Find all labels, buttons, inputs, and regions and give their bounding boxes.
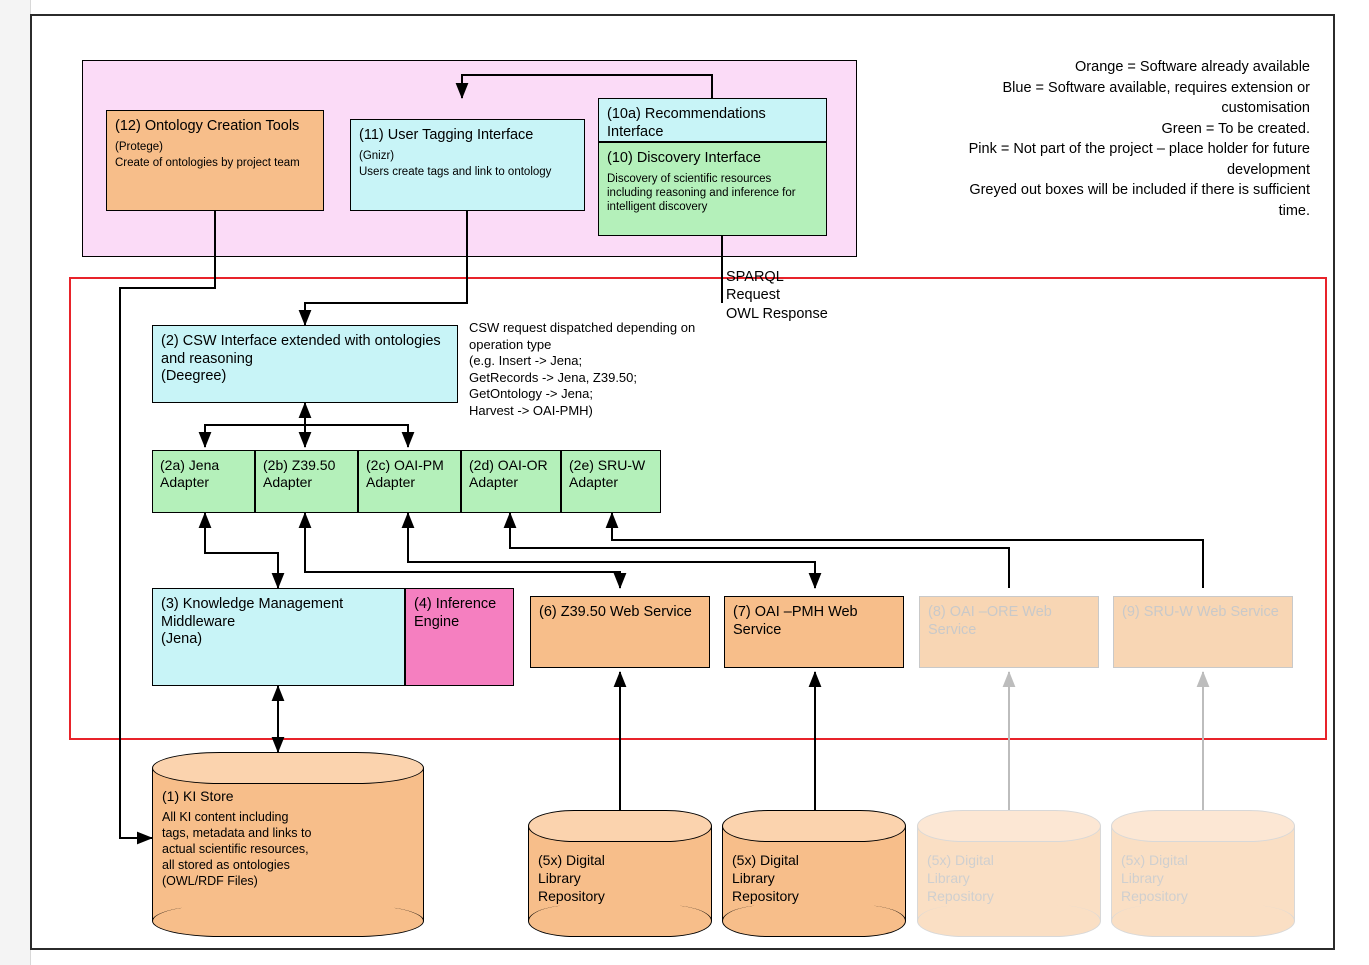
user-tagging-sub2: Users create tags and link to ontology [359,166,552,179]
dispatch-line-1: CSW request dispatched depending on [469,320,696,335]
middleware-sub: (Jena) [161,631,203,648]
ontology-tools-title: (12) Ontology Creation Tools [115,118,300,134]
csw-title: (2) CSW Interface extended with ontologies and reasoning [161,333,441,367]
repo1-bottom [528,905,712,937]
store-digital-library-repository-4[interactable] [1111,810,1295,937]
oai-ore-web-service-title: (8) OAI –ORE Web Service [928,604,1052,638]
box-z3950-web-service[interactable] [530,596,710,668]
dispatch-line-5: GetOntology -> Jena; [469,386,593,401]
z3950-web-service-title: (6) Z39.50 Web Service [539,604,692,620]
legend-line-orange: Orange = Software already available [1075,59,1310,75]
adapter-sru-w-label: (2e) SRU-W Adapter [569,457,646,490]
repo1-label: (5x) Digital Library Repository [538,852,605,904]
ki-store-bottom [152,905,424,937]
box-adapter-jena[interactable] [152,450,255,513]
legend-line-blue: Blue = Software available, requires extension or customisation [1002,79,1310,117]
repo4-bottom [1111,905,1295,937]
store-digital-library-repository-1[interactable] [528,810,712,937]
legend-line-pink: Pink = Not part of the project – place holder for future development [968,141,1310,178]
repo3-bottom [917,905,1101,937]
repo3-label: (5x) Digital Library Repository [927,852,994,904]
ki-store-label [162,788,416,889]
dispatch-line-2: operation type [469,336,552,352]
repo4-top [1111,810,1295,842]
box-knowledge-management-middleware[interactable] [152,588,405,686]
box-adapter-z3950[interactable] [255,450,358,513]
box-user-tagging-interface[interactable] [350,119,585,211]
adapter-jena-label: (2a) Jena Adapter [160,457,220,490]
box-oai-pmh-web-service[interactable] [724,596,904,668]
box-csw-interface[interactable] [152,325,458,403]
box-adapter-sru-w[interactable] [561,450,661,513]
store-digital-library-repository-3[interactable] [917,810,1101,937]
middleware-title: (3) Knowledge Management Middleware [161,596,344,630]
adapter-z3950-label: (2b) Z39.50 Adapter [263,457,336,490]
csw-sub: (Deegree) [161,368,227,385]
repo2-label: (5x) Digital Library Repository [732,852,799,904]
dispatch-line-4: GetRecords -> Jena, Z39.50; [469,369,638,385]
box-recommendations-interface[interactable] [598,98,827,142]
ki-store-title: (1) KI Store [162,788,234,804]
adapter-oai-pm-label: (2c) OAI-PM Adapter [366,457,444,490]
repo1-top [528,810,712,842]
store-digital-library-repository-2[interactable] [722,810,906,937]
sparql-note-line3: OWL Response [726,305,828,322]
box-adapter-oai-or[interactable] [461,450,561,513]
oai-pmh-web-service-title: (7) OAI –PMH Web Service [733,604,858,638]
repo2-top [722,810,906,842]
repo3-top [917,810,1101,842]
discovery-title: (10) Discovery Interface [607,150,761,166]
discovery-sub: Discovery of scientific resources including reasoning and inference for intelligent discovery [607,172,796,214]
user-tagging-title: (11) User Tagging Interface [359,127,534,143]
page-left-margin [0,0,31,965]
sru-w-web-service-title: (9) SRU-W Web Service [1122,604,1279,620]
user-tagging-sub1: (Gnizr) [359,149,395,162]
store-ki-store[interactable] [152,752,424,937]
inference-engine-title: (4) Inference Engine [414,596,497,630]
sparql-note [726,268,926,323]
legend-line-greyed: Greyed out boxes will be included if there is sufficient time. [969,182,1310,220]
dispatch-line-6: Harvest -> OAI-PMH) [469,402,593,418]
ki-store-sub: All KI content including tags, metadata and links to actual scientific resources, all stored as ontologies (OWL/RDF Files) [162,809,312,888]
box-discovery-interface[interactable] [598,142,827,236]
repo4-label: (5x) Digital Library Repository [1121,852,1188,904]
ontology-tools-sub1: (Protege) [115,140,163,153]
box-adapter-oai-pm[interactable] [358,450,461,513]
page-right-margin [1336,0,1369,965]
adapter-oai-or-label: (2d) OAI-OR Adapter [469,457,548,490]
box-sru-w-web-service[interactable] [1113,596,1293,668]
box-oai-ore-web-service[interactable] [919,596,1099,668]
legend-line-green: Green = To be created. [1161,120,1310,137]
csw-dispatch-note [469,320,729,419]
sparql-note-line1: SPARQL [726,269,784,285]
box-ontology-creation-tools[interactable] [106,110,324,211]
recommendations-title: (10a) Recommendations Interface [607,106,766,140]
box-inference-engine[interactable] [405,588,514,686]
repo2-bottom [722,905,906,937]
sparql-note-line2: Request [726,287,781,304]
legend [960,57,1310,222]
ontology-tools-sub2: Create of ontologies by project team [115,157,300,170]
ki-store-top [152,752,424,784]
dispatch-line-3: (e.g. Insert -> Jena; [469,353,583,368]
